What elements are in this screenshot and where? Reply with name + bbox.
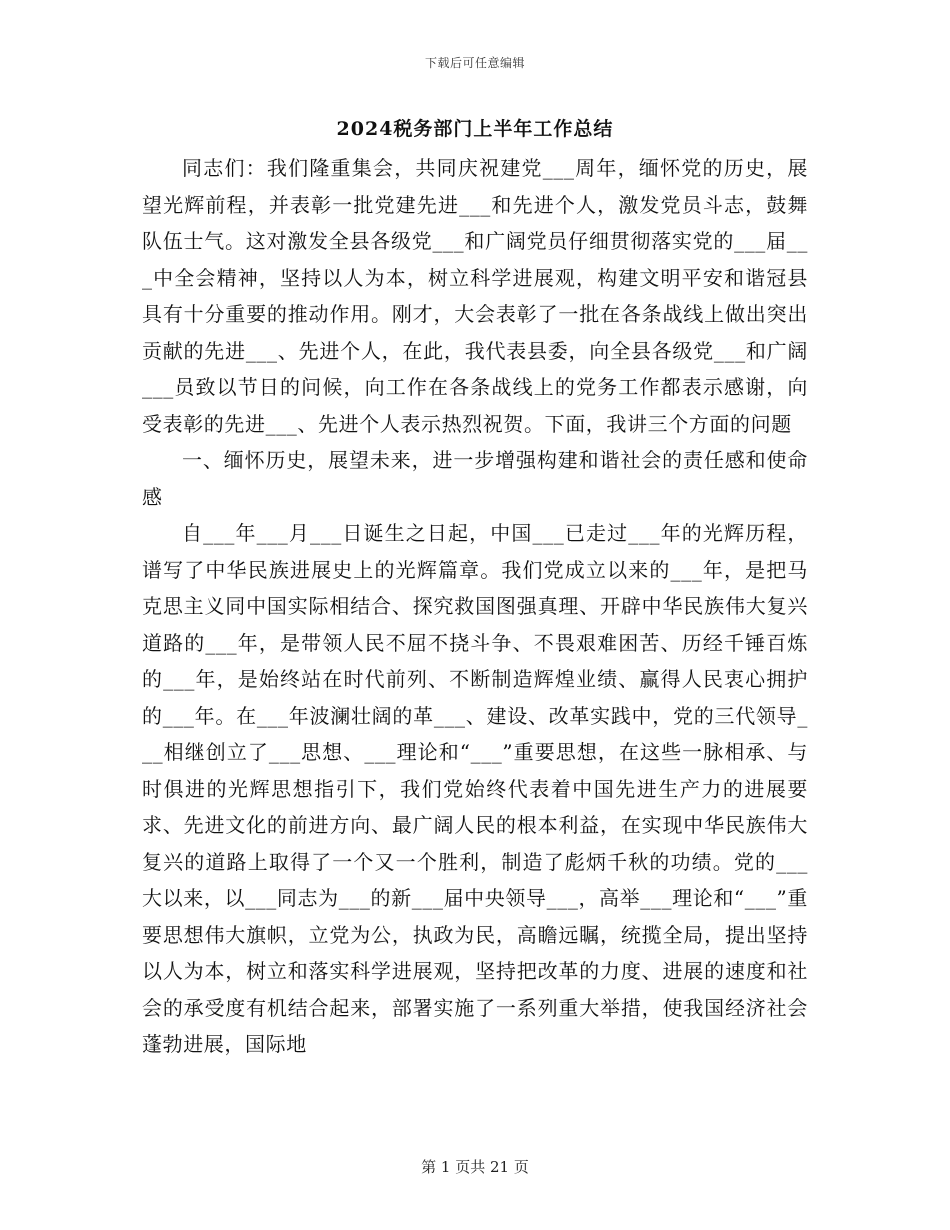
paragraph-opening: 同志们：我们隆重集会，共同庆祝建党___周年，缅怀党的历史，展望光辉前程，并表彰一批党建先进___和先进个人，激发党员斗志，鼓舞队伍士气。这对激发全县各级党___和广阔党员仔细贯彻落实党的___届___中全会精神，坚持以人为本，树立科学进展观，构建文明平安和谐冠县具有十分重要的推动作用。刚才，大会表彰了一批在各条战线上做出突出贡献的先进___、先进个人，在此，我代表县委，向全县各级党___和广阔___员致以节日的问候，向工作在各条战线上的党务工作都表示感谢，向受表彰的先进___、先进个人表示热烈祝贺。下面，我讲三个方面的问题 <box>142 156 808 436</box>
paragraph-section-heading: 一、缅怀历史，展望未来，进一步增强构建和谐社会的责任感和使命感 <box>142 448 808 509</box>
document-body <box>142 150 808 1063</box>
page-footer: 第 1 页共 21 页 <box>421 1158 529 1176</box>
header-note: 下载后可任意编辑 <box>424 56 525 70</box>
paragraph-history: 自___年___月___日诞生之日起，中国___已走过___年的光辉历程，谱写了中华民族进展史上的光辉篇章。我们党成立以来的___年，是把马克思主义同中国实际相结合、探究救国图强真理、开辟中华民族伟大复兴道路的___年，是带领人民不屈不挠斗争、不畏艰难困苦、历经千锤百炼的___年，是始终站在时代前列、不断制造辉煌业绩、赢得人民衷心拥护的___年。在___年波澜壮阔的革___、建设、改革实践中，党的三代领导___相继创立了___思想、___理论和“___”重要思想，在这些一脉相承、与时俱进的光辉思想指引下，我们党始终代表着中国先进生产力的进展要求、先进文化的前进方向、最广阔人民的根本利益，在实现中华民族伟大复兴的道路上取得了一个又一个胜利，制造了彪炳千秋的功绩。党的___大以来，以___同志为___的新___届中央领导___，高举___理论和“___”重要思想伟大旗帜，立党为公，执政为民，高瞻远瞩，统揽全局，提出坚持以人为本，树立和落实科学进展观，坚持把改革的力度、进展的速度和社会的承受度有机结合起来，部署实施了一系列重大举措，使我国经济社会蓬勃进展，国际地 <box>142 521 808 1056</box>
document-title: 2024税务部门上半年工作总结 <box>336 118 614 140</box>
